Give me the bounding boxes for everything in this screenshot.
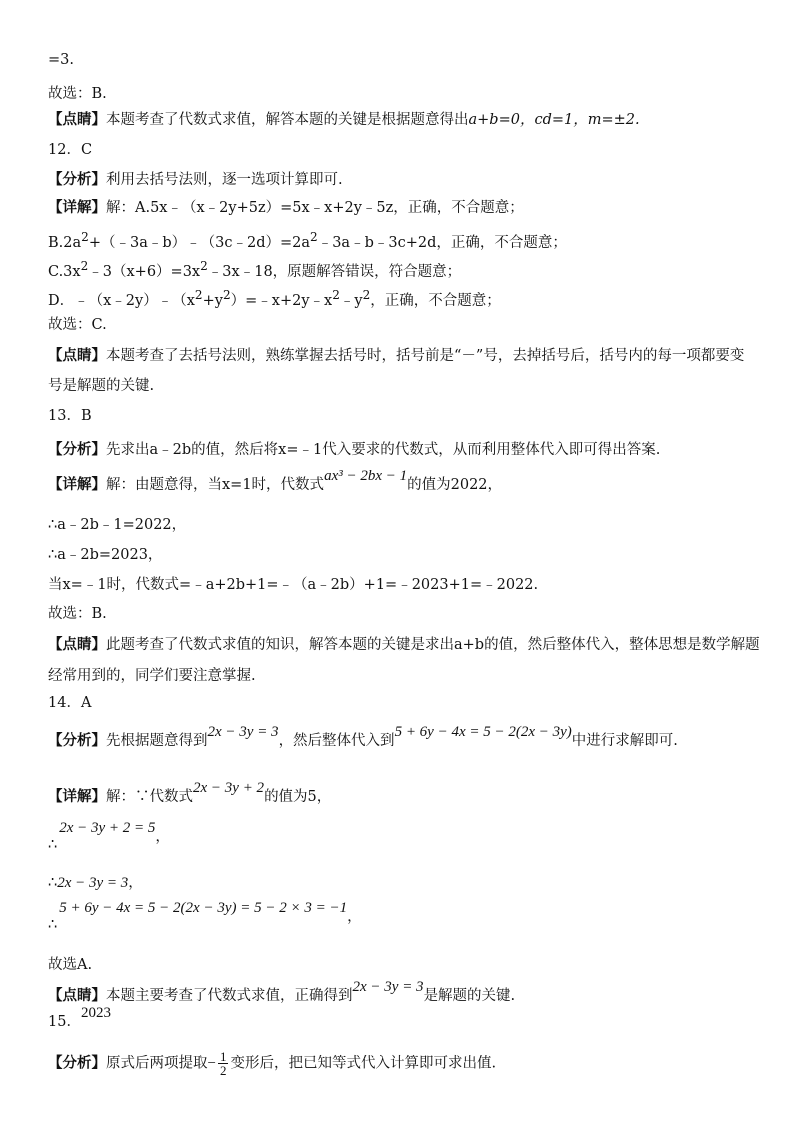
analysis-line: 【分析】先根据题意得到2x − 3y = 3，然后整体代入到5 + 6y − 4x = 5 − 2(2x − 3y)中进行求解即可. xyxy=(48,724,678,749)
solution-line: $C.3x^2﹣3(x+6)=3x^2﹣3x﹣18$，原题解答错误，符合题意； xyxy=(48,259,462,280)
question-number: 12．C xyxy=(48,142,93,158)
text-line: 经常用到的，同学们要注意掌握. xyxy=(48,668,256,684)
comment-line: 【点睛】本题考查了去括号法则，熟练掌握去括号时，括号前是“－”号，去掉括号后，括号内的每一项都要变 xyxy=(48,347,745,364)
solution-line: ∴5 + 6y − 4x = 5 − 2(2x − 3y) = 5 − 2 × 3 = −1， xyxy=(48,900,362,933)
section-label: 【点睛】 xyxy=(48,111,106,128)
fraction xyxy=(218,1050,229,1077)
section-label: 【详解】 xyxy=(48,476,106,493)
comment-line: 【点睛】此题考查了代数式求值的知识，解答本题的关键是求出a+b的值，然后整体代入，整体思想是数学解题 xyxy=(48,636,760,653)
solution-line: D．$﹣(x﹣2y)﹣(x^2+y^2)=﹣x+2y﹣x^2﹣y^2$，正确，不合题意； xyxy=(48,288,501,309)
math-expression: 2x − 3y = 3 xyxy=(57,875,129,891)
text-line: 号是解题的关键. xyxy=(48,378,155,394)
comment-line: 【点睛】本题主要考查了代数式求值，正确得到2x − 3y = 3是解题的关键. xyxy=(48,979,516,1004)
question-number: 15．2023 xyxy=(48,1005,111,1030)
comment-line: 【点睛】本题考查了代数式求值，解答本题的关键是根据题意得出a+b=0，cd=1，m=±2. xyxy=(48,111,640,128)
therefore-symbol: ∴ xyxy=(48,917,58,933)
text-line: 故选A. xyxy=(48,957,93,973)
section-label: 【点睛】 xyxy=(48,987,106,1004)
therefore-symbol: ∴ xyxy=(48,875,58,891)
text-line: ∴a﹣2b﹣1=2022， xyxy=(48,517,187,533)
fraction-denominator: 2 xyxy=(219,1063,227,1078)
section-label: 【点睛】 xyxy=(48,636,106,653)
therefore-symbol: ∴ xyxy=(48,837,58,853)
question-number: 14．A xyxy=(48,695,92,711)
math-expression: 2x − 3y = 3 xyxy=(352,979,424,995)
text-line: ∴a﹣2b=2023， xyxy=(48,547,163,563)
section-label: 【分析】 xyxy=(48,732,106,749)
analysis-line: 【分析】原式后两项提取− $\frac{1}{2}$ 变形后，把已知等式代入计算即可求出值. xyxy=(48,1049,497,1078)
section-label: 【分析】 xyxy=(48,1054,106,1072)
text-line: 故选：B. xyxy=(48,606,107,622)
analysis-line: 【分析】利用去括号法则，逐一选项计算即可. xyxy=(48,171,343,188)
analysis-line: 【分析】先求出a﹣2b的值，然后将x=﹣1代入要求的代数式，从而利用整体代入即可得出答案. xyxy=(48,441,661,458)
solution-line: 【详解】解：由题意得，当x=1时，代数式ax³ − 2bx − 1的值为2022， xyxy=(48,468,503,493)
fraction-numerator: 1 xyxy=(219,1049,227,1064)
solution-line: 【详解】解：∵代数式2x − 3y + 2的值为5， xyxy=(48,780,332,805)
solution-line: ∴2x − 3y = 3， xyxy=(48,875,143,891)
section-label: 【详解】 xyxy=(48,199,106,216)
math-expression: 5 + 6y − 4x = 5 − 2(2x − 3y) = 5 − 2 × 3 = −1 xyxy=(59,900,348,916)
text-line: 当x=﹣1时，代数式=﹣a+2b+1=﹣（a﹣2b）+1=﹣2023+1=﹣2022. xyxy=(48,577,539,593)
section-label: 【详解】 xyxy=(48,788,106,805)
section-label: 【分析】 xyxy=(48,171,106,188)
solution-line: ∴2x − 3y + 2 = 5， xyxy=(48,820,170,853)
math-expression: 2x − 3y + 2 xyxy=(193,780,265,796)
section-label: 【分析】 xyxy=(48,441,106,458)
math-expression: 2x − 3y + 2 = 5 xyxy=(59,820,156,836)
minus-sign: − xyxy=(207,1055,216,1072)
text-line: 故选：B. xyxy=(48,86,107,102)
text-line: 故选：C. xyxy=(48,317,107,333)
math-expression: 2x − 3y = 3 xyxy=(207,724,279,740)
text-line: =3. xyxy=(48,52,74,68)
math-expression: ax³ − 2bx − 1 xyxy=(324,468,408,484)
solution-line: 【详解】解：A.5x﹣（x﹣2y+5z）=5x﹣x+2y﹣5z，正确，不合题意； xyxy=(48,199,524,216)
math-expression: 5 + 6y − 4x = 5 − 2(2x − 3y) xyxy=(394,724,572,740)
question-number: 13．B xyxy=(48,408,92,424)
solution-line: $B.2a^2+(﹣3a﹣b)﹣(3c﹣2d)=2a^2﹣3a﹣b﹣3c+2d$，正确，不合题意； xyxy=(48,230,567,251)
section-label: 【点睛】 xyxy=(48,347,106,364)
answer-value: 2023 xyxy=(80,1005,111,1021)
